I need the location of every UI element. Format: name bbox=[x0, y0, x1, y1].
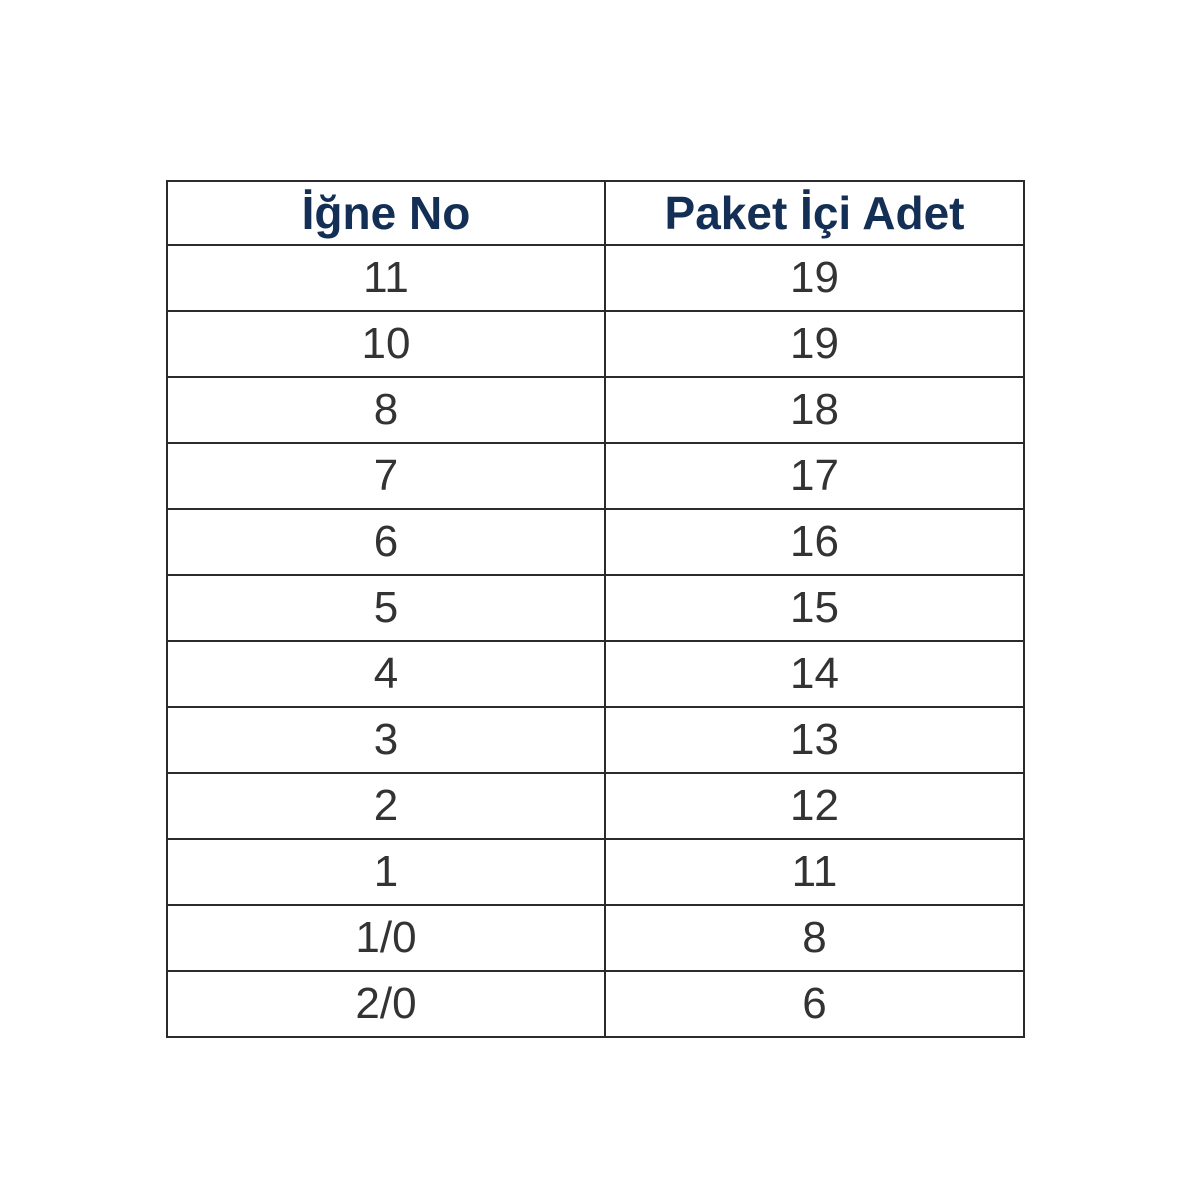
cell-pack-quantity: 11 bbox=[605, 839, 1024, 905]
header-needle-no: İğne No bbox=[167, 181, 605, 245]
cell-pack-quantity: 6 bbox=[605, 971, 1024, 1037]
cell-needle-no: 10 bbox=[167, 311, 605, 377]
cell-pack-quantity: 17 bbox=[605, 443, 1024, 509]
cell-pack-quantity: 14 bbox=[605, 641, 1024, 707]
table-row bbox=[167, 311, 1024, 377]
cell-pack-quantity: 12 bbox=[605, 773, 1024, 839]
cell-pack-quantity: 18 bbox=[605, 377, 1024, 443]
cell-needle-no: 4 bbox=[167, 641, 605, 707]
table-row bbox=[167, 773, 1024, 839]
needle-size-table bbox=[166, 180, 1025, 1038]
table-row bbox=[167, 509, 1024, 575]
table-row bbox=[167, 707, 1024, 773]
table-row bbox=[167, 575, 1024, 641]
cell-pack-quantity: 19 bbox=[605, 245, 1024, 311]
table-row bbox=[167, 905, 1024, 971]
cell-needle-no: 6 bbox=[167, 509, 605, 575]
table-row bbox=[167, 971, 1024, 1037]
table-row bbox=[167, 245, 1024, 311]
size-table-container bbox=[166, 180, 1023, 1038]
table-header-row bbox=[167, 181, 1024, 245]
cell-needle-no: 11 bbox=[167, 245, 605, 311]
cell-needle-no: 8 bbox=[167, 377, 605, 443]
table-row bbox=[167, 443, 1024, 509]
cell-pack-quantity: 13 bbox=[605, 707, 1024, 773]
cell-pack-quantity: 15 bbox=[605, 575, 1024, 641]
cell-pack-quantity: 16 bbox=[605, 509, 1024, 575]
cell-needle-no: 2/0 bbox=[167, 971, 605, 1037]
cell-needle-no: 5 bbox=[167, 575, 605, 641]
cell-needle-no: 7 bbox=[167, 443, 605, 509]
cell-needle-no: 2 bbox=[167, 773, 605, 839]
cell-pack-quantity: 8 bbox=[605, 905, 1024, 971]
table-row bbox=[167, 641, 1024, 707]
cell-needle-no: 1/0 bbox=[167, 905, 605, 971]
cell-needle-no: 3 bbox=[167, 707, 605, 773]
cell-needle-no: 1 bbox=[167, 839, 605, 905]
table-row bbox=[167, 839, 1024, 905]
header-pack-quantity: Paket İçi Adet bbox=[605, 181, 1024, 245]
cell-pack-quantity: 19 bbox=[605, 311, 1024, 377]
table-row bbox=[167, 377, 1024, 443]
